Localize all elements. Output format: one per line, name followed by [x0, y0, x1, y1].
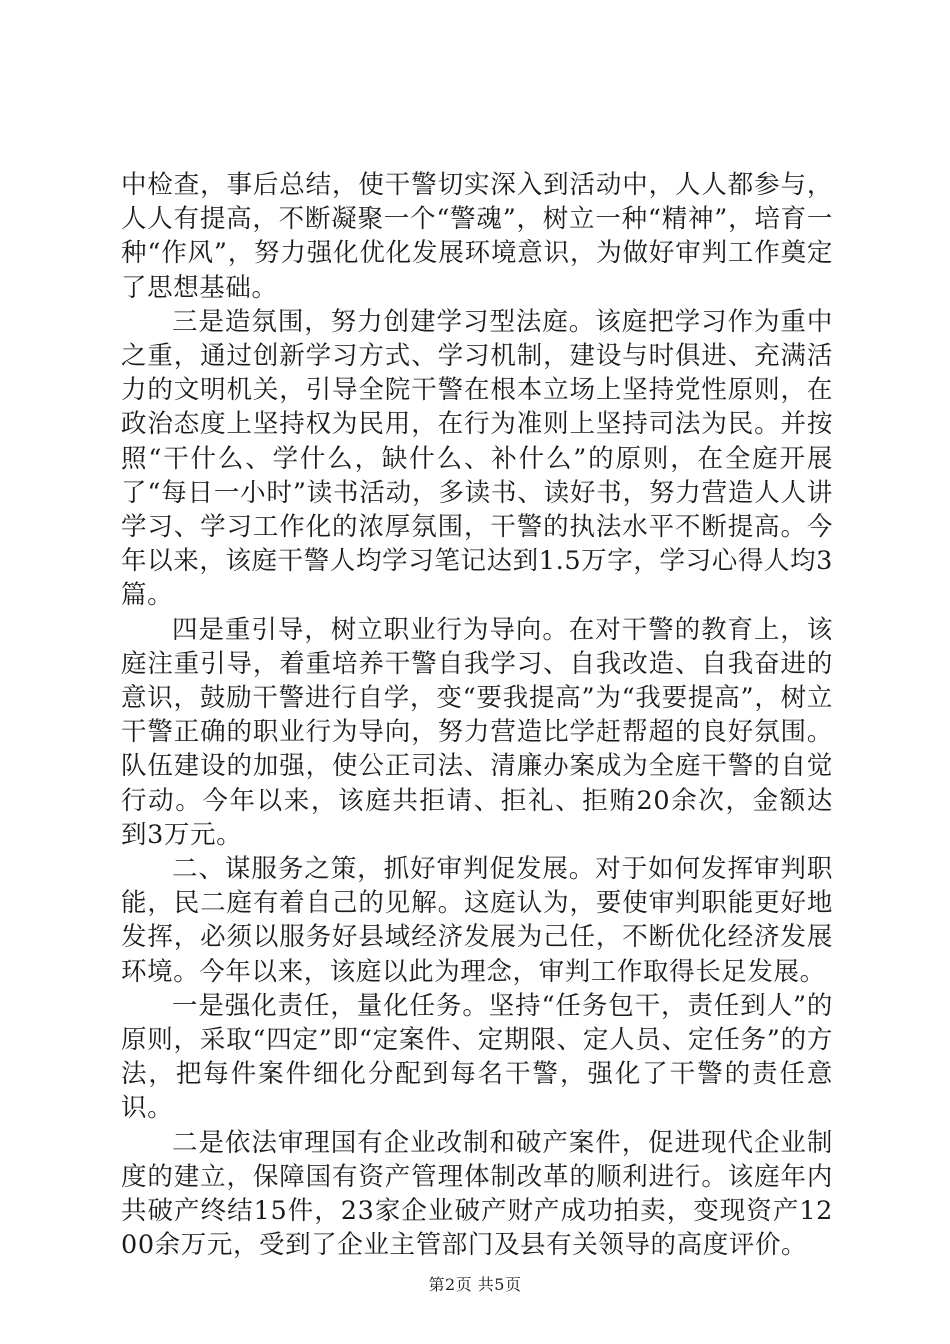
paragraph-responsibility: 一是强化责任，量化任务。坚持“任务包干，责任到人”的原则，采取“四定”即“定案件、定期限、定人员、定任务”的方法，把每件案件细化分配到每名干警，强化了干警的责任意识。 [121, 990, 833, 1124]
paragraph-learning-court: 三是造氛围，努力创建学习型法庭。该庭把学习作为重中之重，通过创新学习方式、学习机制，建设与时俱进、充满活力的文明机关，引导全院干警在根本立场上坚持党性原则，在政治态度上坚持权为民用，在行为准则上坚持司法为民。并按照“干什么、学什么，缺什么、补什么”的原则，在全庭开展了“每日一小时”读书活动，多读书、读好书，努力营造人人讲学习、学习工作化的浓厚氛围，干警的执法水平不断提高。今年以来，该庭干警人均学习笔记达到1.5万字，学习心得人均3篇。 [121, 306, 833, 611]
paragraph-continuation: 中检查，事后总结，使干警切实深入到活动中，人人都参与，人人有提高，不断凝聚一个“警魂”，树立一种“精神”，培育一种“作风”，努力强化优化发展环境意识，为做好审判工作奠定了思想基础。 [121, 170, 833, 303]
paragraph-service-strategy: 二、谋服务之策，抓好审判促发展。对于如何发挥审判职能，民二庭有着自己的见解。这庭认为，要使审判职能更好地发挥，必须以服务好县域经济发展为己任，不断优化经济发展环境。今年以来，该庭以此为理念，审判工作取得长足发展。 [121, 854, 833, 987]
page-number-footer: 第2页 共5页 [428, 1275, 522, 1294]
paragraph-guidance: 四是重引导，树立职业行为导向。在对干警的教育上，该庭注重引导，着重培养干警自我学习、自我改造、自我奋进的意识，鼓励干警进行自学，变“要我提高”为“我要提高”，树立干警正确的职业行为导向，努力营造比学赶帮超的良好氛围。队伍建设的加强，使公正司法、清廉办案成为全庭干警的自觉行动。今年以来，该庭共拒请、拒礼、拒贿20余次，金额达到3万元。 [121, 614, 833, 850]
document-body [121, 168, 833, 1263]
paragraph-bankruptcy-cases: 二是依法审理国有企业改制和破产案件，促进现代企业制度的建立，保障国有资产管理体制改革的顺利进行。该庭年内共破产终结15件，23家企业破产财产成功拍卖，变现资产1200余万元，受到了企业主管部门及县有关领导的高度评价。 [121, 1127, 833, 1261]
